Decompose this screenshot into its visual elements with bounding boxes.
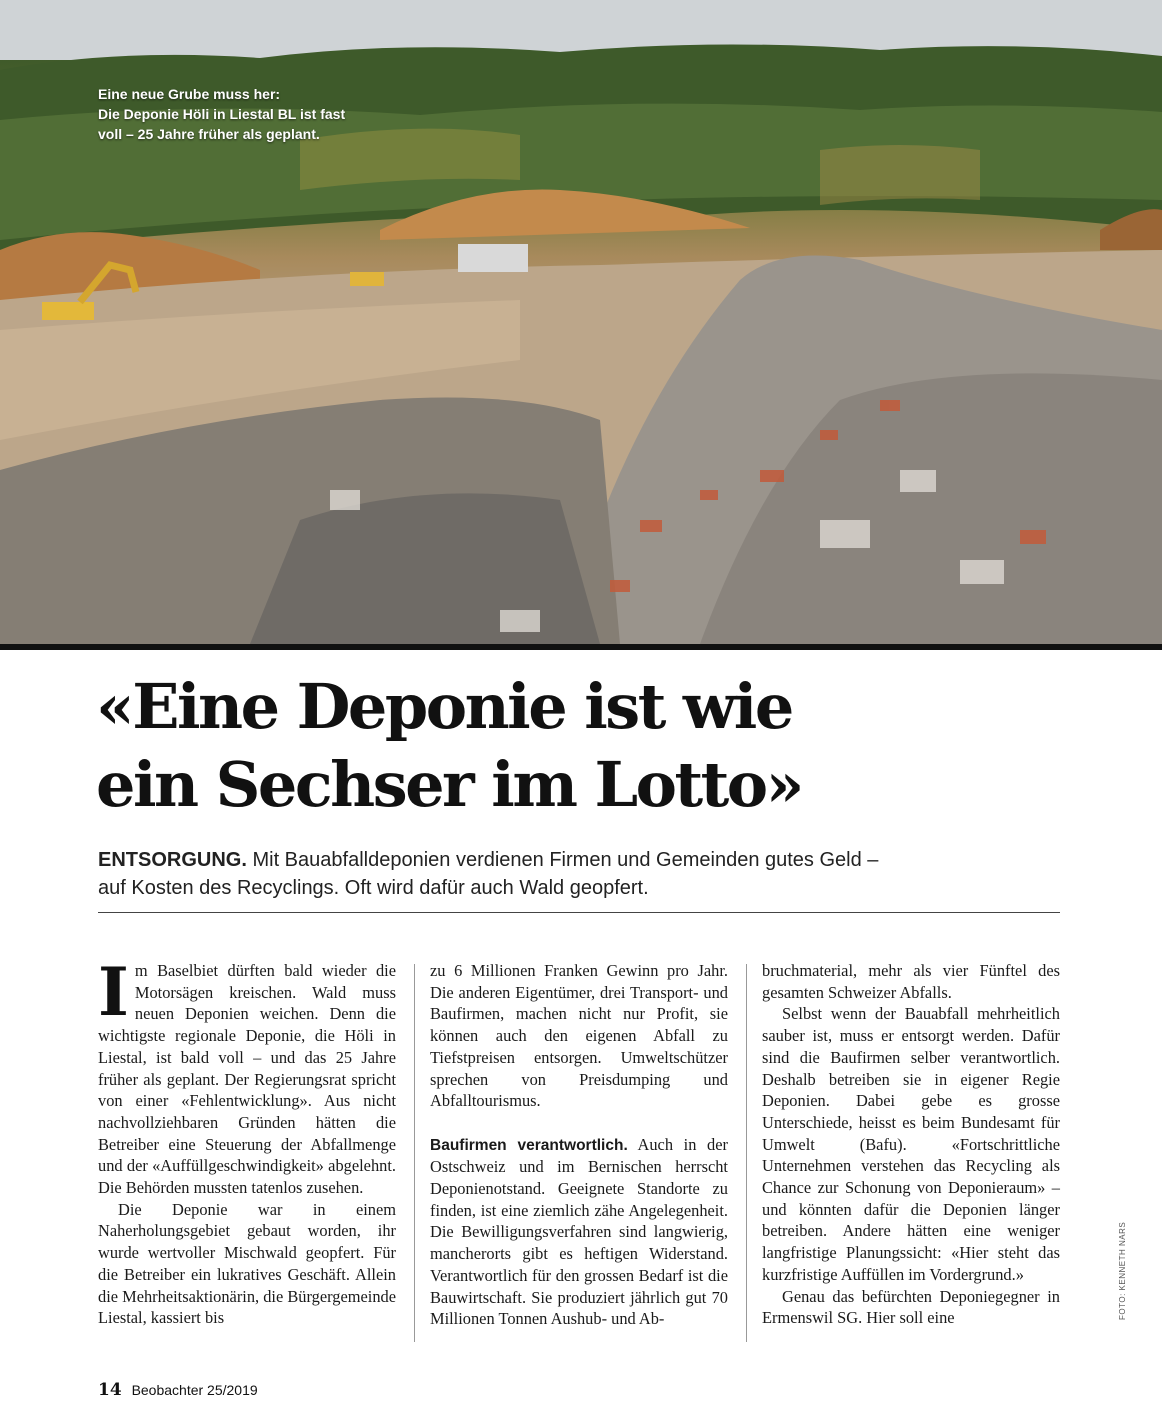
column-divider xyxy=(414,964,415,1342)
body-paragraph: bruchmaterial, mehr als vier Fünftel des gesamten Schweizer Abfalls. xyxy=(762,961,1060,1002)
page-footer xyxy=(98,1380,258,1400)
caption-line: voll – 25 Jahre früher als geplant. xyxy=(98,126,320,142)
headline-line-2: ein Sechser im Lotto» xyxy=(96,748,802,821)
drop-cap: I xyxy=(98,953,129,1031)
lead-line-1: Mit Bauabfalldeponien verdienen Firmen und Gemeinden gutes Geld – xyxy=(252,849,879,871)
body-paragraph xyxy=(430,1134,728,1330)
body-column-3 xyxy=(762,960,1060,1329)
lead-divider xyxy=(98,912,1060,913)
article-lead xyxy=(98,846,1058,902)
publication-name: Beobachter 25/2019 xyxy=(131,1382,258,1398)
body-column-2 xyxy=(430,960,728,1330)
truck-icon xyxy=(458,244,528,272)
body-paragraph: zu 6 Millionen Franken Gewinn pro Jahr. Die anderen Eigentümer, drei Transport- und Baufirmen, machen nicht nur Profit, sie können auch den eigenen Abfall zu Tiefstpreisen entsorgen. Umweltschützer sprechen von Preisdumping und Abfalltourismus. xyxy=(430,961,728,1111)
column-divider xyxy=(746,964,747,1342)
paragraph-text: m Baselbiet dürften bald wieder die Motorsägen kreischen. Wald muss neuen Deponien weichen. Denn die wichtigste regionale Deponie, die Höli in Liestal, ist bald voll – und das 25 Jahre früher als geplant. Der Regierungsrat spricht von einer «Fehlentwicklung». Aus nicht nachvollziehbaren Gründen hätten die Betreiber eine Steuerung der Abfallmenge und der «Auffüllgeschwindigkeit» abgelehnt. Die Behörden mussten tatenlos zusehen. xyxy=(98,961,396,1198)
landfill-photo xyxy=(0,0,1162,644)
headline-line-1: «Eine Deponie ist wie xyxy=(96,670,792,743)
paragraph-text: Auch in der Ostschweiz und im Bernischen herrscht Deponienotstand. Geeignete Standorte zu finden, ist eine ziemlich zähe Angelegenheit. Die Bewilligungsverfahren sind langwierig, mancherorts gibt es heftigen Widerstand. Verantwortlich für den grossen Bedarf ist die Bauwirtschaft. Sie produziert jährlich gut 70 Millionen Tonnen Aushub- und Ab- xyxy=(430,1134,728,1329)
photo-caption xyxy=(98,84,398,144)
body-paragraph: Genau das befürchten Deponiegegner in Ermenswil SG. Hier soll eine xyxy=(762,1286,1060,1328)
body-paragraph: Die Deponie war in einem Naherholungsgebiet gebaut worden, ihr wurde wertvoller Mischwald geopfert. Für die Betreiber ein lukratives Geschäft. Allein die Mehrheitsaktionärin, die Bürgergemeinde Liestal, kassiert bis xyxy=(98,1199,396,1328)
lead-line-2: auf Kosten des Recyclings. Oft wird dafür auch Wald geopfert. xyxy=(98,877,649,899)
loader-icon xyxy=(350,272,384,286)
caption-line: Eine neue Grube muss her: xyxy=(98,86,281,102)
photo-divider xyxy=(0,644,1162,650)
caption-line: Die Deponie Höli in Liestal BL ist fast xyxy=(98,106,346,122)
subheading: Baufirmen verantwortlich. xyxy=(430,1136,628,1154)
photo-credit: FOTO: KENNETH NARS xyxy=(1118,1221,1127,1320)
lead-kicker: ENTSORGUNG. xyxy=(98,849,247,871)
body-paragraph xyxy=(98,953,396,1199)
page-number: 14 xyxy=(98,1380,122,1400)
body-column-1 xyxy=(98,953,396,1329)
body-paragraph: Selbst wenn der Bauabfall mehrheitlich sauber ist, muss er entsorgt werden. Dafür sind die Baufirmen selber verantwortlich. Deshalb betreiben sie in eigener Regie Deponien. Dabei gebe es grosse Unterschiede, heisst es beim Bundesamt für Umwelt (Bafu). «Fortschrittliche Unternehmen verstehen das Recycling als Chance zur Schonung von Deponieraum» – und könnten dafür die Deponien länger betreiben. Andere hätten eine weniger langfristige Planungssicht: «Hier steht das kurzfristige Auffüllen im Vordergrund.» xyxy=(762,1004,1060,1284)
article-headline xyxy=(96,668,1096,824)
excavator-icon xyxy=(42,302,94,320)
